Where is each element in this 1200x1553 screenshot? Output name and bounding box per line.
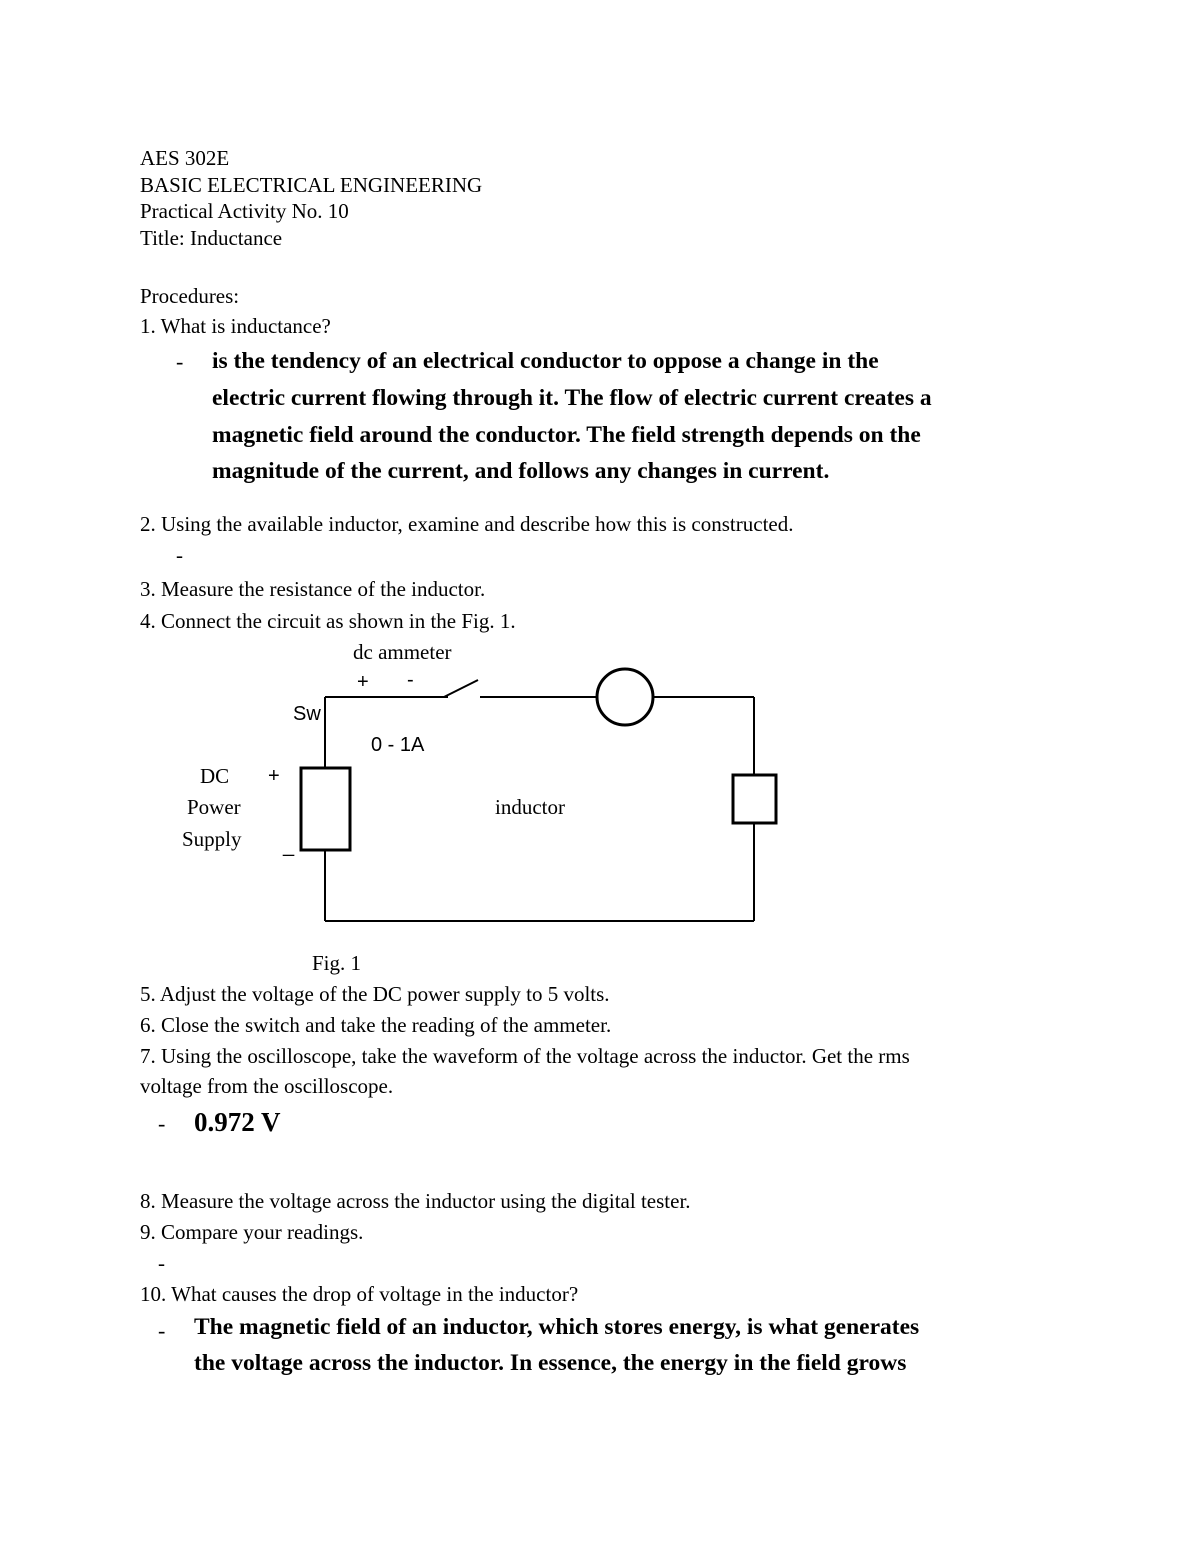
supply-minus: _ — [283, 835, 295, 857]
step-7-line-2: voltage from the oscilloscope. — [140, 1074, 394, 1098]
switch-label: Sw — [293, 703, 321, 725]
supply-plus: + — [268, 765, 280, 787]
answer-7-dash: - — [158, 1111, 166, 1136]
answer-1-dash: - — [176, 349, 184, 374]
ammeter-label: dc ammeter — [353, 640, 452, 664]
step-7-line-1: 7. Using the oscilloscope, take the waveform of the voltage across the inductor. Get the rms — [140, 1044, 910, 1068]
ammeter-minus: - — [407, 669, 414, 691]
course-code: AES 302E — [140, 146, 230, 170]
ammeter-symbol — [597, 669, 653, 725]
inductor-label: inductor — [495, 795, 565, 819]
step-4: 4. Connect the circuit as shown in the Fig. 1. — [140, 609, 516, 633]
step-2: 2. Using the available inductor, examine and describe how this is constructed. — [140, 512, 794, 536]
step-1: 1. What is inductance? — [140, 314, 331, 338]
inductor-symbol — [733, 775, 776, 823]
answer-1-line-1: is the tendency of an electrical conductor to oppose a change in the — [212, 348, 879, 374]
answer-1-line-2: electric current flowing through it. The flow of electric current creates a — [212, 385, 932, 411]
answer-7-value: 0.972 V — [194, 1107, 281, 1137]
power-supply-symbol — [301, 768, 350, 850]
supply-label-dc: DC — [200, 764, 230, 788]
step-8: 8. Measure the voltage across the inductor using the digital tester. — [140, 1189, 691, 1213]
answer-2-dash: - — [176, 543, 183, 567]
step-10: 10. What causes the drop of voltage in the inductor? — [140, 1282, 579, 1306]
answer-10-line-2: the voltage across the inductor. In essence, the energy in the field grows — [194, 1350, 907, 1376]
answer-10-line-1: The magnetic field of an inductor, which stores energy, is what generates — [194, 1314, 920, 1340]
figure-caption: Fig. 1 — [312, 951, 362, 975]
answer-10-dash: - — [158, 1318, 166, 1343]
answer-9-dash: - — [158, 1251, 165, 1275]
answer-1-line-3: magnetic field around the conductor. The field strength depends on the — [212, 422, 921, 448]
ammeter-range: 0 - 1A — [371, 734, 425, 756]
answer-1-line-4: magnitude of the current, and follows any changes in current. — [212, 458, 830, 484]
ammeter-plus: + — [357, 671, 369, 693]
course-name: BASIC ELECTRICAL ENGINEERING — [140, 173, 483, 197]
activity-number: Practical Activity No. 10 — [140, 199, 349, 223]
supply-label-supply: Supply — [182, 827, 242, 851]
supply-label-power: Power — [187, 795, 241, 819]
procedures-heading: Procedures: — [140, 284, 240, 308]
step-9: 9. Compare your readings. — [140, 1220, 364, 1244]
step-6: 6. Close the switch and take the reading of the ammeter. — [140, 1013, 612, 1037]
step-3: 3. Measure the resistance of the inductor. — [140, 577, 486, 601]
step-5: 5. Adjust the voltage of the DC power supply to 5 volts. — [140, 982, 610, 1006]
switch-blade — [444, 680, 478, 697]
activity-title: Title: Inductance — [140, 226, 283, 250]
